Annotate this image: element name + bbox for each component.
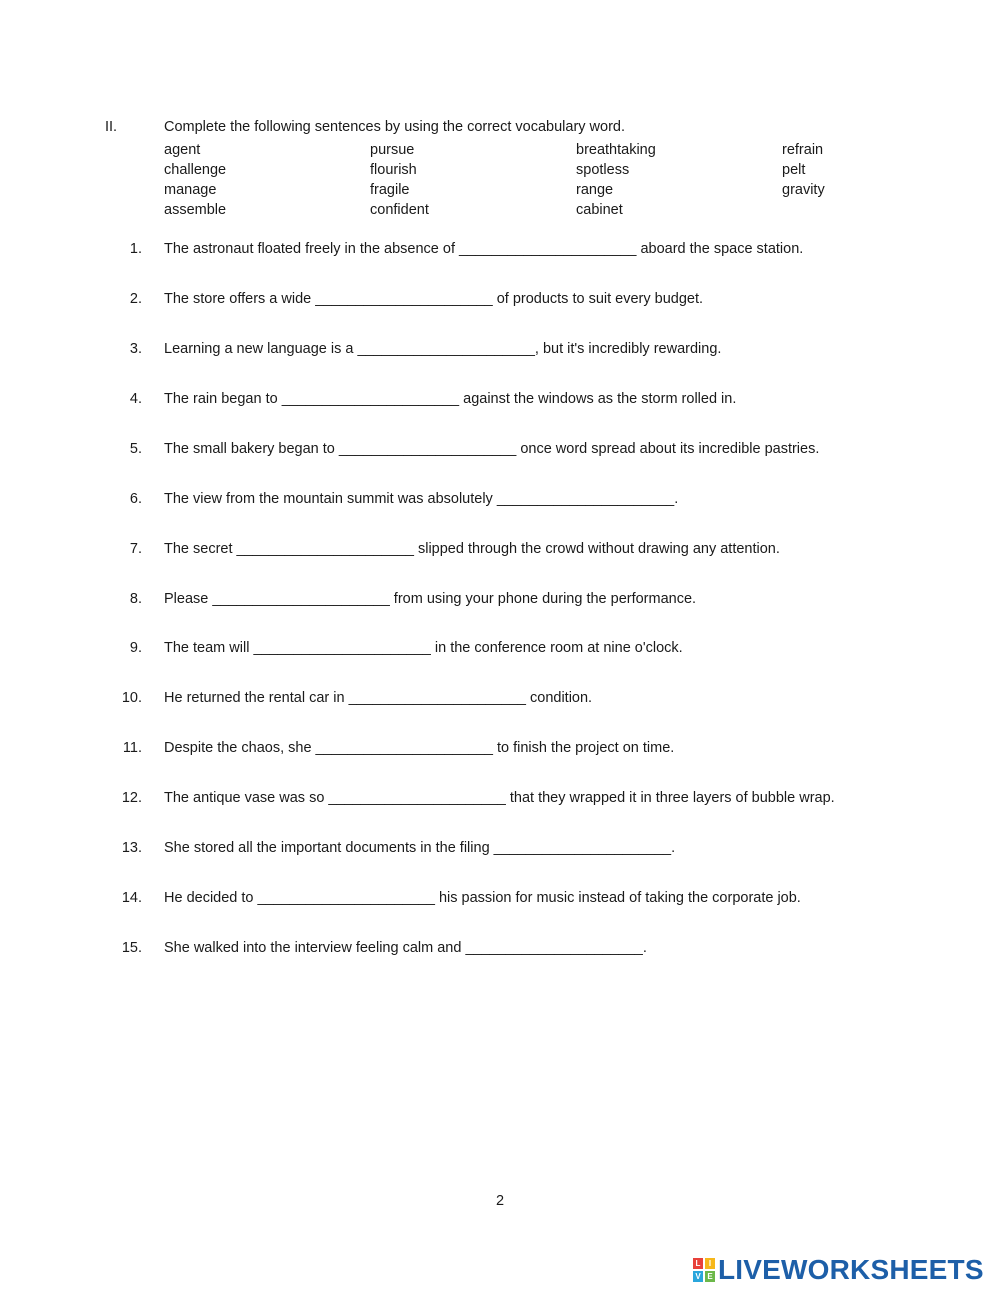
word-bank-item: breathtaking (576, 142, 656, 158)
question-text[interactable]: She stored all the important documents in the filing ______________________. (164, 840, 676, 856)
question-item (0, 690, 1000, 710)
question-number: 9. (129, 640, 142, 656)
word-bank-item: fragile (370, 182, 410, 198)
question-number: 11. (122, 740, 142, 756)
question-text[interactable]: The small bakery began to ______________________ once word spread about its incredible pastries. (164, 441, 820, 457)
question-text[interactable]: Please ______________________ from using your phone during the performance. (164, 591, 697, 607)
question-number: 12. (121, 790, 142, 806)
question-number: 10. (121, 690, 142, 706)
question-item (0, 541, 1000, 561)
question-number: 4. (129, 391, 142, 407)
question-text[interactable]: The view from the mountain summit was absolutely ______________________. (164, 491, 679, 507)
word-bank-item: spotless (576, 162, 630, 178)
word-bank-item (782, 202, 902, 222)
logo-mark-icon (693, 1258, 715, 1282)
question-text[interactable]: The antique vase was so ______________________ that they wrapped it in three layers of bubble wrap. (164, 790, 835, 806)
question-item (0, 740, 1000, 760)
question-number: 13. (121, 840, 142, 856)
word-bank-item: range (576, 182, 614, 198)
question-text[interactable]: He decided to ______________________ his passion for music instead of taking the corporate job. (164, 890, 801, 906)
word-bank (164, 142, 902, 222)
question-number: 3. (129, 341, 142, 357)
question-item (0, 640, 1000, 660)
word-bank-item: cabinet (576, 202, 623, 218)
question-text[interactable]: The rain began to ______________________ against the windows as the storm rolled in. (164, 391, 737, 407)
question-number: 14. (121, 890, 142, 906)
question-item (0, 241, 1000, 261)
page-number: 2 (495, 1193, 505, 1209)
question-text[interactable]: The astronaut floated freely in the absence of ______________________ aboard the space station. (164, 241, 804, 257)
logo-mark-letter: V (693, 1271, 703, 1282)
question-text[interactable]: The secret ______________________ slipped through the crowd without drawing any attention. (164, 541, 780, 557)
question-item (0, 441, 1000, 461)
question-number: 2. (129, 291, 142, 307)
logo-mark-letter: I (705, 1258, 715, 1269)
instruction-text: Complete the following sentences by using the correct vocabulary word. (164, 119, 626, 135)
question-item (0, 391, 1000, 411)
word-bank-item: flourish (370, 162, 417, 178)
question-number: 1. (129, 241, 142, 257)
word-bank-item: challenge (164, 162, 227, 178)
liveworksheets-logo[interactable] (693, 1254, 984, 1285)
question-number: 6. (129, 491, 142, 507)
question-item (0, 491, 1000, 511)
question-text[interactable]: He returned the rental car in ______________________ condition. (164, 690, 593, 706)
logo-mark-letter: E (705, 1271, 715, 1282)
question-item (0, 291, 1000, 311)
question-text[interactable]: The store offers a wide ______________________ of products to suit every budget. (164, 291, 704, 307)
question-item (0, 790, 1000, 810)
question-item (0, 890, 1000, 910)
word-bank-item: gravity (782, 182, 825, 198)
question-item (0, 591, 1000, 611)
word-bank-item: pelt (782, 162, 806, 178)
word-bank-item: manage (164, 182, 217, 198)
question-text[interactable]: She walked into the interview feeling calm and ______________________. (164, 940, 647, 956)
logo-mark-letter: L (693, 1258, 703, 1269)
word-bank-item: refrain (782, 142, 824, 158)
question-item (0, 840, 1000, 860)
question-item (0, 341, 1000, 361)
word-bank-item: pursue (370, 142, 415, 158)
logo-text: LIVEWORKSHEETS (718, 1254, 984, 1285)
question-text[interactable]: The team will ______________________ in the conference room at nine o'clock. (164, 640, 683, 656)
question-number: 7. (129, 541, 142, 557)
question-number: 5. (129, 441, 142, 457)
word-bank-item: confident (370, 202, 429, 218)
question-number: 15. (121, 940, 142, 956)
section-number: II. (105, 119, 118, 135)
word-bank-item: assemble (164, 202, 227, 218)
word-bank-item: agent (164, 142, 201, 158)
question-item (0, 940, 1000, 960)
question-number: 8. (129, 591, 142, 607)
question-text[interactable]: Learning a new language is a ______________________, but it's incredibly rewarding. (164, 341, 722, 357)
question-text[interactable]: Despite the chaos, she ______________________ to finish the project on time. (164, 740, 675, 756)
